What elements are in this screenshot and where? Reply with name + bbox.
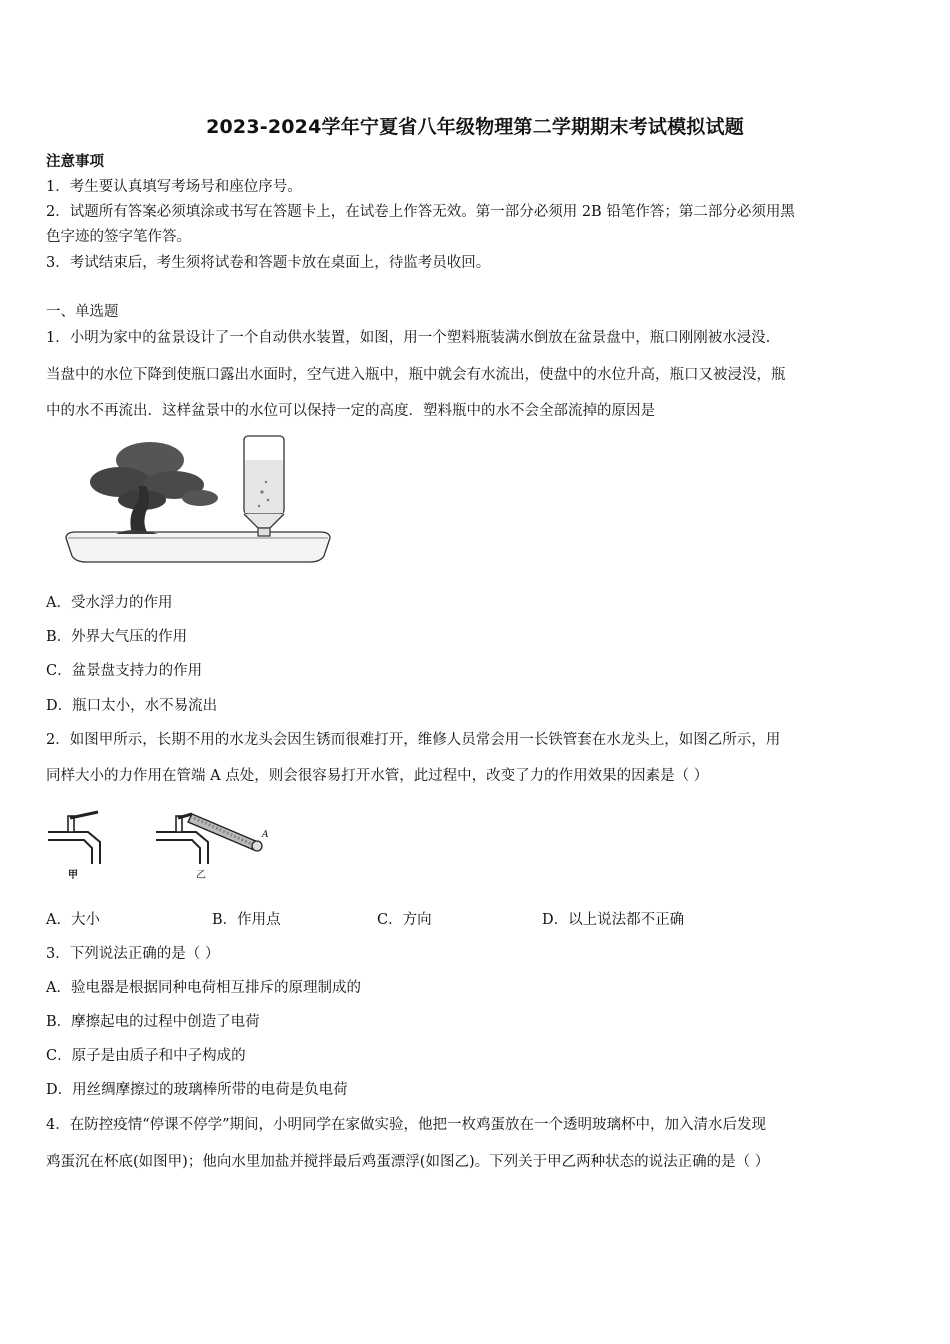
q1-option-b: B．外界大气压的作用 [46, 629, 188, 645]
q2-option-d: D．以上说法都不正确 [542, 912, 685, 928]
q2-option-c: C．方向 [377, 912, 432, 928]
q1-option-d: D．瓶口太小，水不易流出 [46, 698, 218, 714]
q3-option-a: A．验电器是根据同种电荷相互排斥的原理制成的 [46, 980, 361, 996]
page-title: 2023-2024学年宁夏省八年级物理第二学期期末考试模拟试题 [206, 116, 744, 138]
q2-option-a: A．大小 [46, 912, 100, 928]
q1-line-1: 1．小明为家中的盆景设计了一个自动供水装置，如图，用一个塑料瓶装满水倒放在盆景盘中，瓶口刚刚被水浸没． [46, 330, 781, 346]
bonsai-bottle-figure [62, 430, 334, 570]
notice-item-2-cont: 色字迹的签字笔作答。 [46, 229, 191, 245]
notice-item-1: 1．考生要认真填写考场号和座位序号。 [46, 179, 302, 195]
section-heading: 一、单选题 [46, 304, 119, 320]
point-a-label: A [262, 830, 269, 840]
q3-option-b: B．摩擦起电的过程中创造了电荷 [46, 1014, 260, 1030]
q4-line-1: 4．在防控疫情“停课不停学”期间，小明同学在家做实验，他把一枚鸡蛋放在一个透明玻璃杯中，加入清水后发现 [46, 1117, 767, 1133]
notice-item-2: 2．试题所有答案必须填涂或书写在答题卡上，在试卷上作答无效。第一部分必须用 2B 铅笔作答；第二部分必须用黑 [46, 204, 795, 220]
q1-line-3: 中的水不再流出．这样盆景中的水位可以保持一定的高度．塑料瓶中的水不会全部流掉的原因是 [46, 403, 655, 419]
q2-option-b: B．作用点 [212, 912, 281, 928]
q3-stem: 3．下列说法正确的是（ ） [46, 946, 220, 962]
q4-line-2: 鸡蛋沉在杯底(如图甲)；他向水里加盐并搅拌最后鸡蛋漂浮(如图乙)。下列关于甲乙两种状态的说法正确的是（ ） [46, 1154, 770, 1170]
figure-label-jia: 甲 [68, 870, 78, 881]
q2-line-1: 2．如图甲所示，长期不用的水龙头会因生锈而很难打开，维修人员常会用一长铁管套在水龙头上，如图乙所示，用 [46, 732, 781, 748]
q3-option-d: D．用丝绸摩擦过的玻璃棒所带的电荷是负电荷 [46, 1082, 348, 1098]
q2-line-2: 同样大小的力作用在管端 A 点处，则会很容易打开水管，此过程中，改变了力的作用效果的因素是（ ） [46, 768, 709, 784]
faucet-figure [44, 808, 276, 888]
q1-option-c: C．盆景盘支持力的作用 [46, 663, 203, 679]
q1-option-a: A．受水浮力的作用 [46, 595, 173, 611]
figure-label-yi: 乙 [196, 870, 206, 881]
q1-line-2: 当盘中的水位下降到使瓶口露出水面时，空气进入瓶中，瓶中就会有水流出，使盘中的水位升高，瓶口又被浸没，瓶 [46, 367, 786, 383]
q3-option-c: C．原子是由质子和中子构成的 [46, 1048, 246, 1064]
notice-item-3: 3．考试结束后，考生须将试卷和答题卡放在桌面上，待监考员收回。 [46, 255, 491, 271]
notice-heading: 注意事项 [46, 153, 104, 170]
